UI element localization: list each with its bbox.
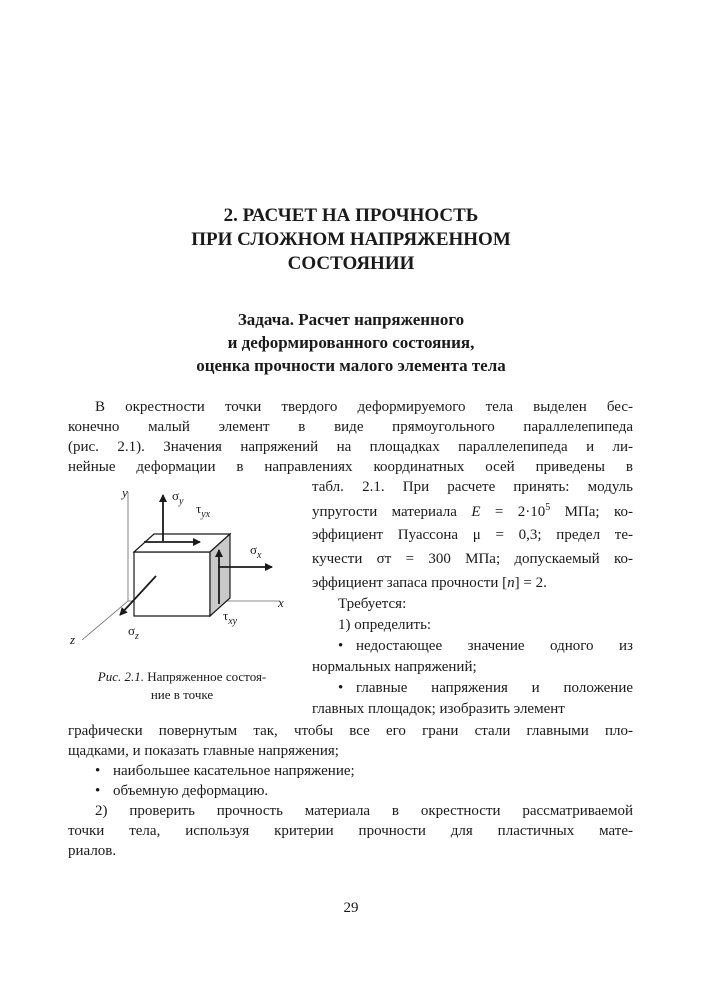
side-line-1: табл. 2.1. При расчете принять: модуль [312,479,633,495]
figure-caption-label: Рис. 2.1. [97,669,144,684]
task-title-line-2: и деформированного состояния, [227,333,475,352]
side-line-5: эффициент запаса прочности [n] = 2. [312,575,547,591]
z-axis-line [82,601,128,640]
side-line-8: • недостающее значение одного из [338,637,633,656]
intro-line-2: конечно малый элемент в виде прямоугольного параллелепипеда [68,419,633,435]
figure-caption-text-2: ние в точке [150,687,214,702]
x-axis-label: x [278,595,284,610]
stress-element-figure [68,478,300,658]
tau-xy-label: $\tau_{xy}$ [223,608,238,627]
figure-caption-text-1: Напряженное состоя- [143,669,267,684]
task-title-line-1: Задача. Расчет напряженного [237,310,465,329]
chapter-title-line-3: СОСТОЯНИИ [287,253,415,274]
task-title-line-3: оценка прочности малого элемента тела [196,356,506,375]
after-line-6: точки тела, используя критерии прочности для пластичных мате- [68,823,633,839]
side-line-7: 1) определить: [338,617,432,633]
after-line-7: риалов. [68,843,117,859]
after-line-1: графически повернутым так, чтобы все его грани стали главными пло- [68,723,633,739]
side-line-11: главных площадок; изобразить элемент [312,701,565,717]
cube-front-face [134,552,210,616]
intro-line-4: нейные деформации в направлениях координатных осей приведены в [68,459,633,475]
intro-line-3: (рис. 2.1). Значения напряжений на площадках параллелепипеда и ли- [68,439,633,455]
side-line-3: эффициент Пуассона μ = 0,3; предел те- [312,527,633,543]
chapter-title-line-1: 2. РАСЧЕТ НА ПРОЧНОСТЬ [223,205,479,226]
sigma-y-label: $\sigma_y$ [172,488,184,507]
page-number: 29 [343,900,359,916]
intro-line-1: В окрестности точки твердого деформируемого тела выделен бес- [95,399,633,415]
after-line-4: • объемную деформацию. [95,782,268,801]
after-line-3: • наибольшее касательное напряжение; [95,762,355,781]
side-line-2: упругости материала $E = 2\cdot 10^5$ МПа; ко- [312,502,633,520]
side-line-10: • главные напряжения и положение [338,679,633,698]
side-line-4: кучести σт = 300 МПа; допускаемый ко- [312,551,633,567]
sigma-x-label: $\sigma_x$ [250,542,262,561]
after-line-5: 2) проверить прочность материала в окрестности рассматриваемой [95,803,633,819]
tau-yx-label: $\tau_{yx}$ [196,501,211,520]
y-axis-label: y [122,485,128,500]
side-line-6: Требуется: [338,596,407,612]
chapter-title-line-2: ПРИ СЛОЖНОМ НАПРЯЖЕННОМ [191,229,511,250]
z-axis-label: z [70,632,76,647]
side-line-9: нормальных напряжений; [312,659,477,675]
sigma-z-label: $\sigma_z$ [128,623,139,642]
after-line-2: щадками, и показать главные напряжения; [68,743,339,759]
figure-caption [66,668,298,704]
